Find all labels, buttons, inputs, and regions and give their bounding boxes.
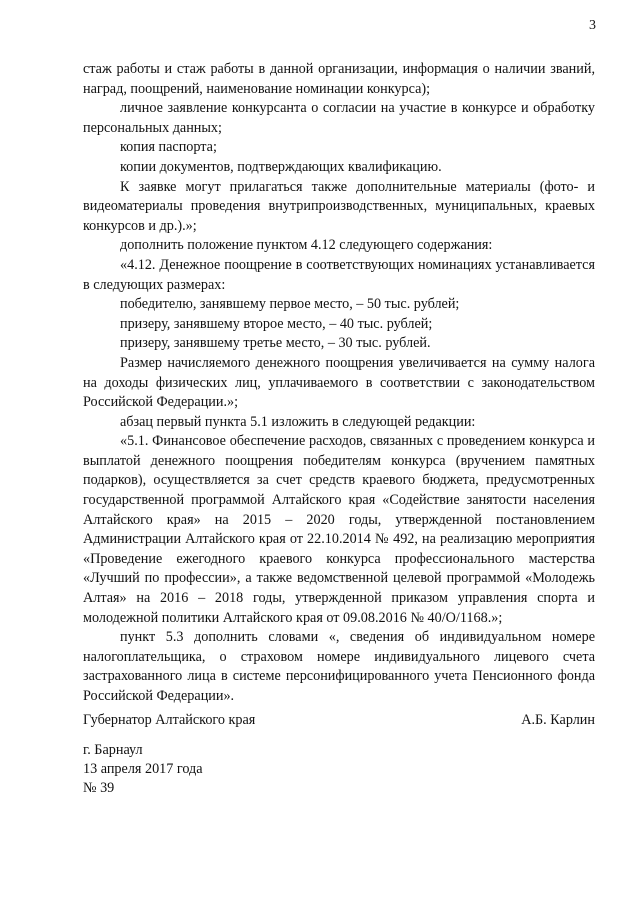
paragraph-6: дополнить положение пунктом 4.12 следующего содержания:	[120, 237, 493, 254]
paragraph-7: «4.12. Денежное поощрение в соответствующих номинациях устанавливается в следующих размерах:	[83, 256, 595, 293]
issue-date: 13 апреля 2017 года	[83, 761, 203, 777]
issue-details	[83, 741, 203, 798]
paragraph-10: призеру, занявшему третье место, – 30 тыс. рублей.	[120, 335, 431, 352]
signature-line	[83, 711, 595, 731]
paragraph-11: Размер начисляемого денежного поощрения увеличивается на сумму налога на доходы физических лиц, уплачиваемого в соответствии с законодательством Российской Федерации.»;	[83, 354, 595, 411]
paragraph-3: копия паспорта;	[120, 139, 217, 156]
paragraph-4: копии документов, подтверждающих квалификацию.	[120, 158, 442, 175]
paragraph-13: «5.1. Финансовое обеспечение расходов, связанных с проведением конкурса и выплатой денежного поощрения победителям конкурса (вручением памятных подарков), осуществляется за счет средств краевого бюджета, предусмотренных государственной программой Алтайского края «Содействие занятости населения Алтайского края» на 2015 – 2020 годы, утвержденной постановлением Администрации Алтайского края от 22.10.2014 № 492, на реализацию мероприятия «Проведение ежегодного краевого конкурса профессионального мастерства «Лучший по профессии», а также ведомственной целевой программой «Молодежь Алтая» на 2016 – 2018 годы, утвержденной приказом управления спорта и молодежной политики Алтайского края от 09.08.2016 № 40/О/1168.»;	[83, 433, 595, 626]
signatory-name: А.Б. Карлин	[521, 712, 595, 728]
document-number: № 39	[83, 780, 115, 796]
signatory-role: Губернатор Алтайского края	[83, 712, 256, 728]
paragraph-9: призеру, занявшему второе место, – 40 тыс. рублей;	[120, 315, 433, 332]
paragraph-8: победителю, занявшему первое место, – 50 тыс. рублей;	[120, 296, 460, 313]
paragraph-1: стаж работы и стаж работы в данной организации, информация о наличии званий, наград, поощрений, наименование номинации конкурса);	[83, 61, 595, 97]
document-body	[83, 60, 595, 707]
paragraph-5: К заявке могут прилагаться также дополнительные материалы (фото- и видеоматериалы проведения внутрипроизводственных, муниципальных, краевых конкурсов и др.).»;	[83, 178, 595, 234]
paragraph-2: личное заявление конкурсанта о согласии на участие в конкурсе и обработку персональных данных;	[83, 100, 595, 136]
paragraph-14: пункт 5.3 дополнить словами «, сведения об индивидуальном номере налогоплательщика, о страховом номере индивидуального лицевого счета застрахованного лица в системе персонифицированного учета Пенсионного фонда Российской Федерации».	[83, 629, 595, 704]
page-number: 3	[589, 18, 596, 33]
issue-place: г. Барнаул	[83, 742, 143, 758]
paragraph-12: абзац первый пункта 5.1 изложить в следующей редакции:	[120, 413, 476, 430]
